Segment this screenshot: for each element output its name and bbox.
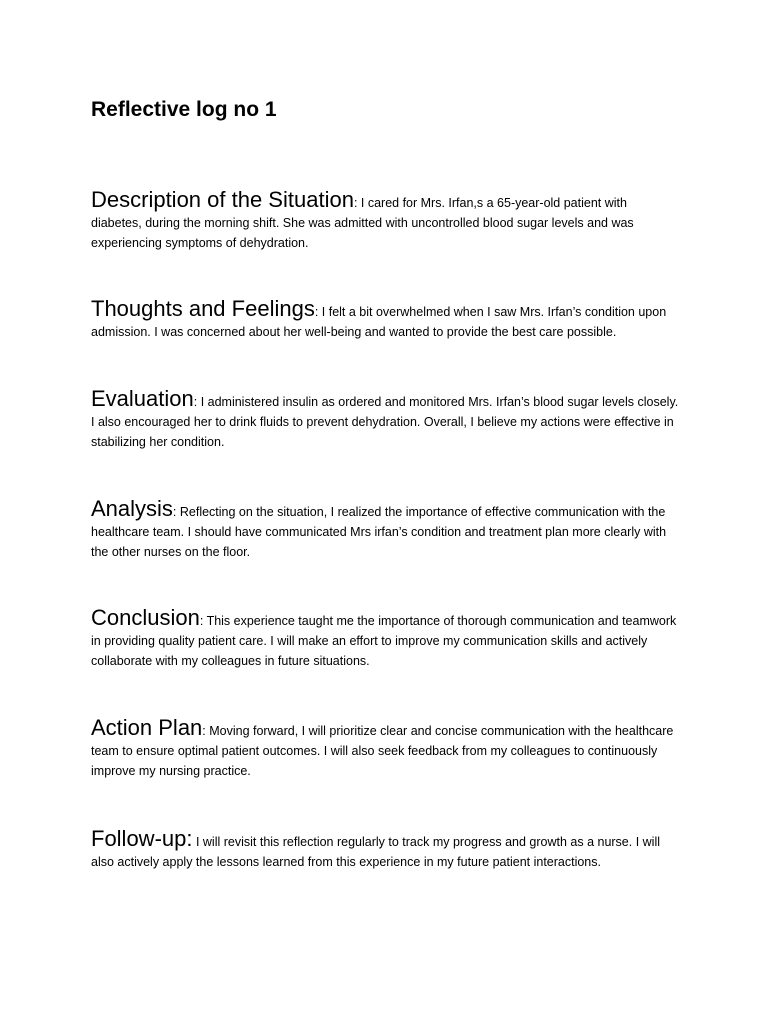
section-heading-analysis: Analysis <box>91 496 173 521</box>
section-action-plan <box>91 715 681 781</box>
document-title: Reflective log no 1 <box>91 98 277 121</box>
section-heading-action-plan: Action Plan <box>91 715 203 740</box>
section-heading-conclusion: Conclusion <box>91 605 200 630</box>
section-body-follow-up: I will revisit this reflection regularly to track my progress and growth as a nurse. I will also actively apply the lessons learned from this experience in my future patient interactions. <box>91 835 661 869</box>
section-body-analysis: : Reflecting on the situation, I realized the importance of effective communication with the healthcare team. I should have communicated Mrs irfan’s condition and treatment plan more clearly with the other nurses on the floor. <box>91 505 667 559</box>
section-evaluation <box>91 386 681 452</box>
section-body-action-plan: : Moving forward, I will prioritize clear and concise communication with the healthcare team to ensure optimal patient outcomes. I will also seek feedback from my colleagues to continuously improve my nursing practice. <box>91 724 674 778</box>
section-heading-thoughts-feelings: Thoughts and Feelings <box>91 296 315 321</box>
section-body-description: : I cared for Mrs. Irfan,s a 65-year-old patient with diabetes, during the morning shift. She was admitted with uncontrolled blood sugar levels and was experiencing symptoms of dehydration. <box>91 196 634 250</box>
section-heading-follow-up: Follow-up: <box>91 826 193 851</box>
section-body-conclusion: : This experience taught me the importance of thorough communication and teamwork in providing quality patient care. I will make an effort to improve my communication skills and actively collaborate with my colleagues in future situations. <box>91 614 677 668</box>
section-thoughts-feelings <box>91 296 681 343</box>
section-heading-description: Description of the Situation <box>91 187 354 212</box>
section-heading-evaluation: Evaluation <box>91 386 194 411</box>
section-description <box>91 187 681 253</box>
section-body-thoughts-feelings: : I felt a bit overwhelmed when I saw Mrs. Irfan’s condition upon admission. I was concerned about her well-being and wanted to provide the best care possible. <box>91 305 667 339</box>
section-analysis <box>91 496 681 562</box>
section-body-evaluation: : I administered insulin as ordered and monitored Mrs. Irfan’s blood sugar levels closely. I also encouraged her to drink fluids to prevent dehydration. Overall, I believe my actions were effective in stabilizing her condition. <box>91 395 679 449</box>
section-follow-up <box>91 826 681 873</box>
section-conclusion <box>91 605 681 671</box>
